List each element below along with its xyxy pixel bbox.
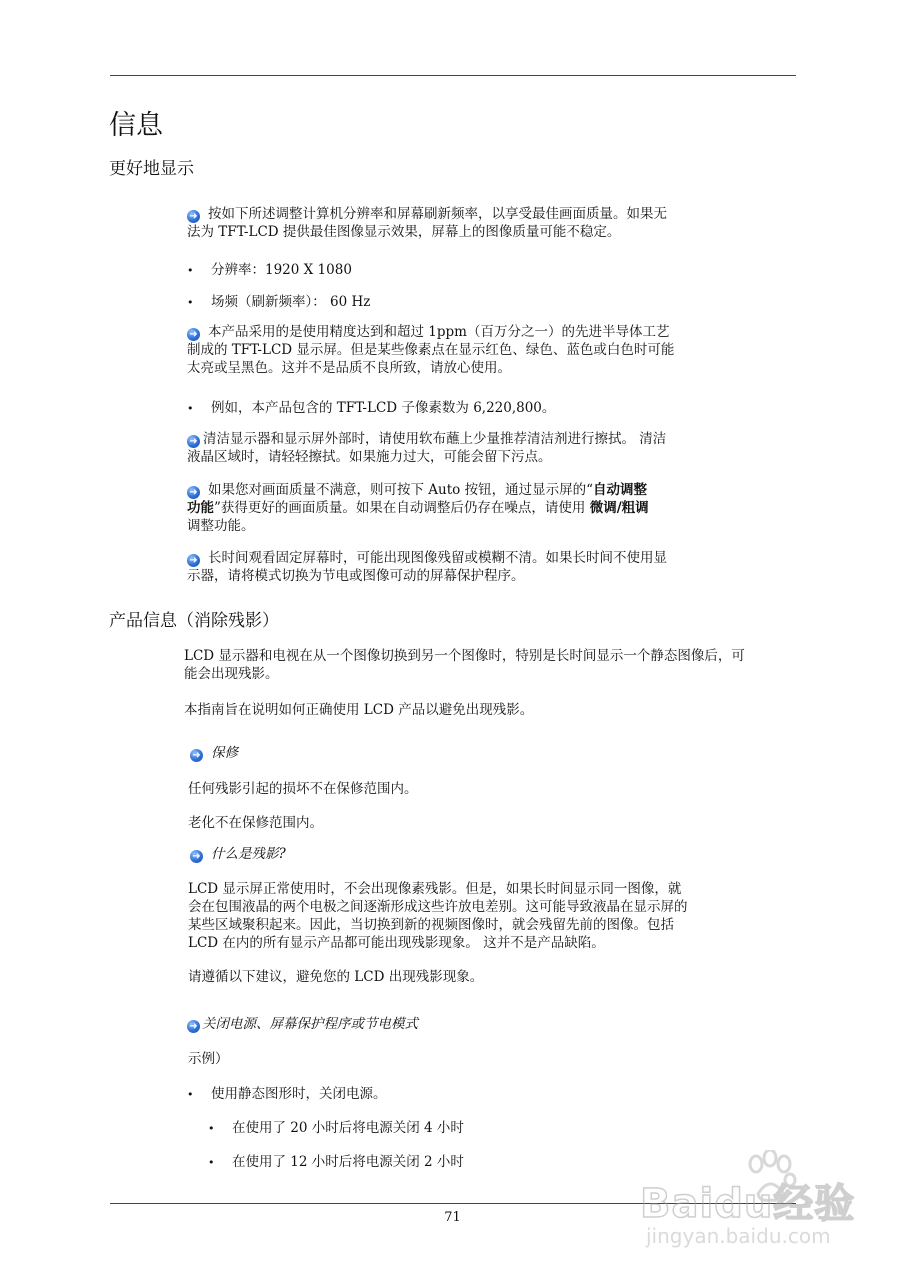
what-line: 某些区域聚积起来。因此，当切换到新的视频图像时，就会残留先前的图像。包括 [188, 917, 674, 933]
note-cleaning-paragraph [187, 430, 666, 466]
what-line: 会在包围液晶的两个电极之间逐渐形成这些许放电差别。这可能导致液晶在显示屏的 [188, 899, 688, 915]
note-line: 按如下所述调整计算机分辨率和屏幕刷新频率，以享受最佳画面质量。如果无 [208, 206, 667, 222]
note-screensaver-paragraph [187, 549, 667, 585]
bullet-text: 在使用了 12 小时后将电源关闭 2 小时 [232, 1154, 464, 1170]
note-line: 本产品采用的是使用精度达到和超过 1ppm（百万分之一）的先进半导体工艺 [208, 324, 670, 340]
bullet-refresh [187, 293, 370, 312]
bullet-icon: • [187, 296, 194, 309]
section-heading-better-display: 更好地显示 [109, 159, 194, 179]
note-auto-adjust-paragraph [187, 481, 649, 535]
arrow-icon: ➜ [187, 210, 200, 223]
baidu-watermark [640, 1150, 860, 1250]
what-heading-text: 什么是残影? [211, 846, 286, 862]
note-line: 清洁显示器和显示屏外部时，请使用软布蘸上少量推荐清洁剂进行擦拭。 清洁 [203, 431, 667, 447]
warranty-heading-text: 保修 [211, 745, 238, 761]
bullet-subpixels [187, 399, 555, 418]
warranty-line-2: 老化不在保修范围内。 [188, 815, 323, 831]
power-heading-text: 关闭电源、屏幕保护程序或节电模式 [202, 1016, 418, 1032]
intro-line: LCD 显示器和电视在从一个图像切换到另一个图像时，特别是长时间显示一个静态图像后，可 [184, 648, 745, 664]
arrow-icon: ➜ [187, 486, 200, 499]
bullet-text: 分辨率：1920 X 1080 [211, 262, 352, 278]
what-line: LCD 显示屏正常使用时，不会出现像素残影。但是，如果长时间显示同一图像，就 [188, 881, 682, 897]
watermark-url: jingyan.baidu.com [646, 1224, 831, 1248]
image-retention-intro [184, 647, 745, 683]
arrow-icon: ➜ [190, 749, 203, 762]
what-heading [190, 845, 286, 863]
bullet-icon: • [208, 1122, 215, 1135]
page-number: 71 [444, 1210, 461, 1225]
intro-line: 能会出现残影。 [184, 666, 279, 682]
note-line: 长时间观看固定屏幕时，可能出现图像残留或模糊不清。如果长时间不使用显 [208, 550, 667, 566]
note-line: ”获得更好的画面质量。如果在自动调整后仍存在噪点，请使用 [214, 500, 590, 516]
arrow-icon: ➜ [187, 1020, 200, 1033]
arrow-icon: ➜ [187, 435, 200, 448]
what-line: LCD 在内的所有显示产品都可能出现残影现象。 这并不是产品缺陷。 [188, 935, 605, 951]
note-line: 法为 TFT-LCD 提供最佳图像显示效果，屏幕上的图像质量可能不稳定。 [187, 224, 621, 240]
advice-line: 请遵循以下建议，避免您的 LCD 出现残影现象。 [188, 969, 484, 985]
bullet-text: 场频（刷新频率）： 60 Hz [211, 294, 371, 310]
note-line: 调整功能。 [187, 518, 255, 534]
bullet-text: 在使用了 20 小时后将电源关闭 4 小时 [232, 1120, 464, 1136]
auto-adjust-term: 功能 [187, 500, 214, 516]
note-line: 制成的 TFT-LCD 显示屏。但是某些像素点在显示红色、绿色、蓝色或白色时可能 [187, 342, 675, 358]
bullet-text: 例如，本产品包含的 TFT-LCD 子像素数为 6,220,800。 [211, 400, 556, 416]
guide-purpose: 本指南旨在说明如何正确使用 LCD 产品以避免出现残影。 [184, 702, 534, 718]
sub-bullet-12h [208, 1153, 464, 1172]
note-line: 太亮或呈黑色。这并不是品质不良所致，请放心使用。 [187, 360, 511, 376]
warranty-heading [190, 744, 238, 762]
bullet-icon: • [208, 1156, 215, 1169]
bullet-text: 使用静态图形时，关闭电源。 [211, 1086, 387, 1102]
what-paragraph [188, 880, 688, 952]
bullet-static-power-off [187, 1085, 387, 1104]
sub-bullet-20h [208, 1119, 464, 1138]
warranty-line-1: 任何残影引起的损坏不在保修范围内。 [188, 781, 418, 797]
note-line: 如果您对画面质量不满意，则可按下 Auto 按钮，通过显示屏的“ [208, 482, 593, 498]
bullet-icon: • [187, 264, 194, 277]
arrow-icon: ➜ [190, 850, 203, 863]
page-title: 信息 [109, 110, 163, 141]
note-line: 液晶区域时，请轻轻擦拭。如果施力过大，可能会留下污点。 [187, 449, 552, 465]
fine-coarse-term: 微调/粗调 [589, 500, 649, 516]
arrow-icon: ➜ [187, 554, 200, 567]
note-resolution-paragraph [187, 205, 667, 241]
watermark-brand: Baidu经验 [640, 1181, 856, 1227]
bullet-icon: • [187, 402, 194, 415]
example-label: 示例） [188, 1051, 229, 1067]
auto-adjust-term: 自动调整 [592, 482, 647, 498]
bullet-resolution [187, 261, 352, 280]
note-line: 示器，请将模式切换为节电或图像可动的屏幕保护程序。 [187, 568, 525, 584]
note-pixel-paragraph [187, 323, 674, 377]
bullet-icon: • [187, 1088, 194, 1101]
header-rule [110, 75, 796, 76]
section-heading-product-info: 产品信息（消除残影） [109, 611, 279, 631]
power-heading [187, 1015, 418, 1033]
arrow-icon: ➜ [187, 328, 200, 341]
